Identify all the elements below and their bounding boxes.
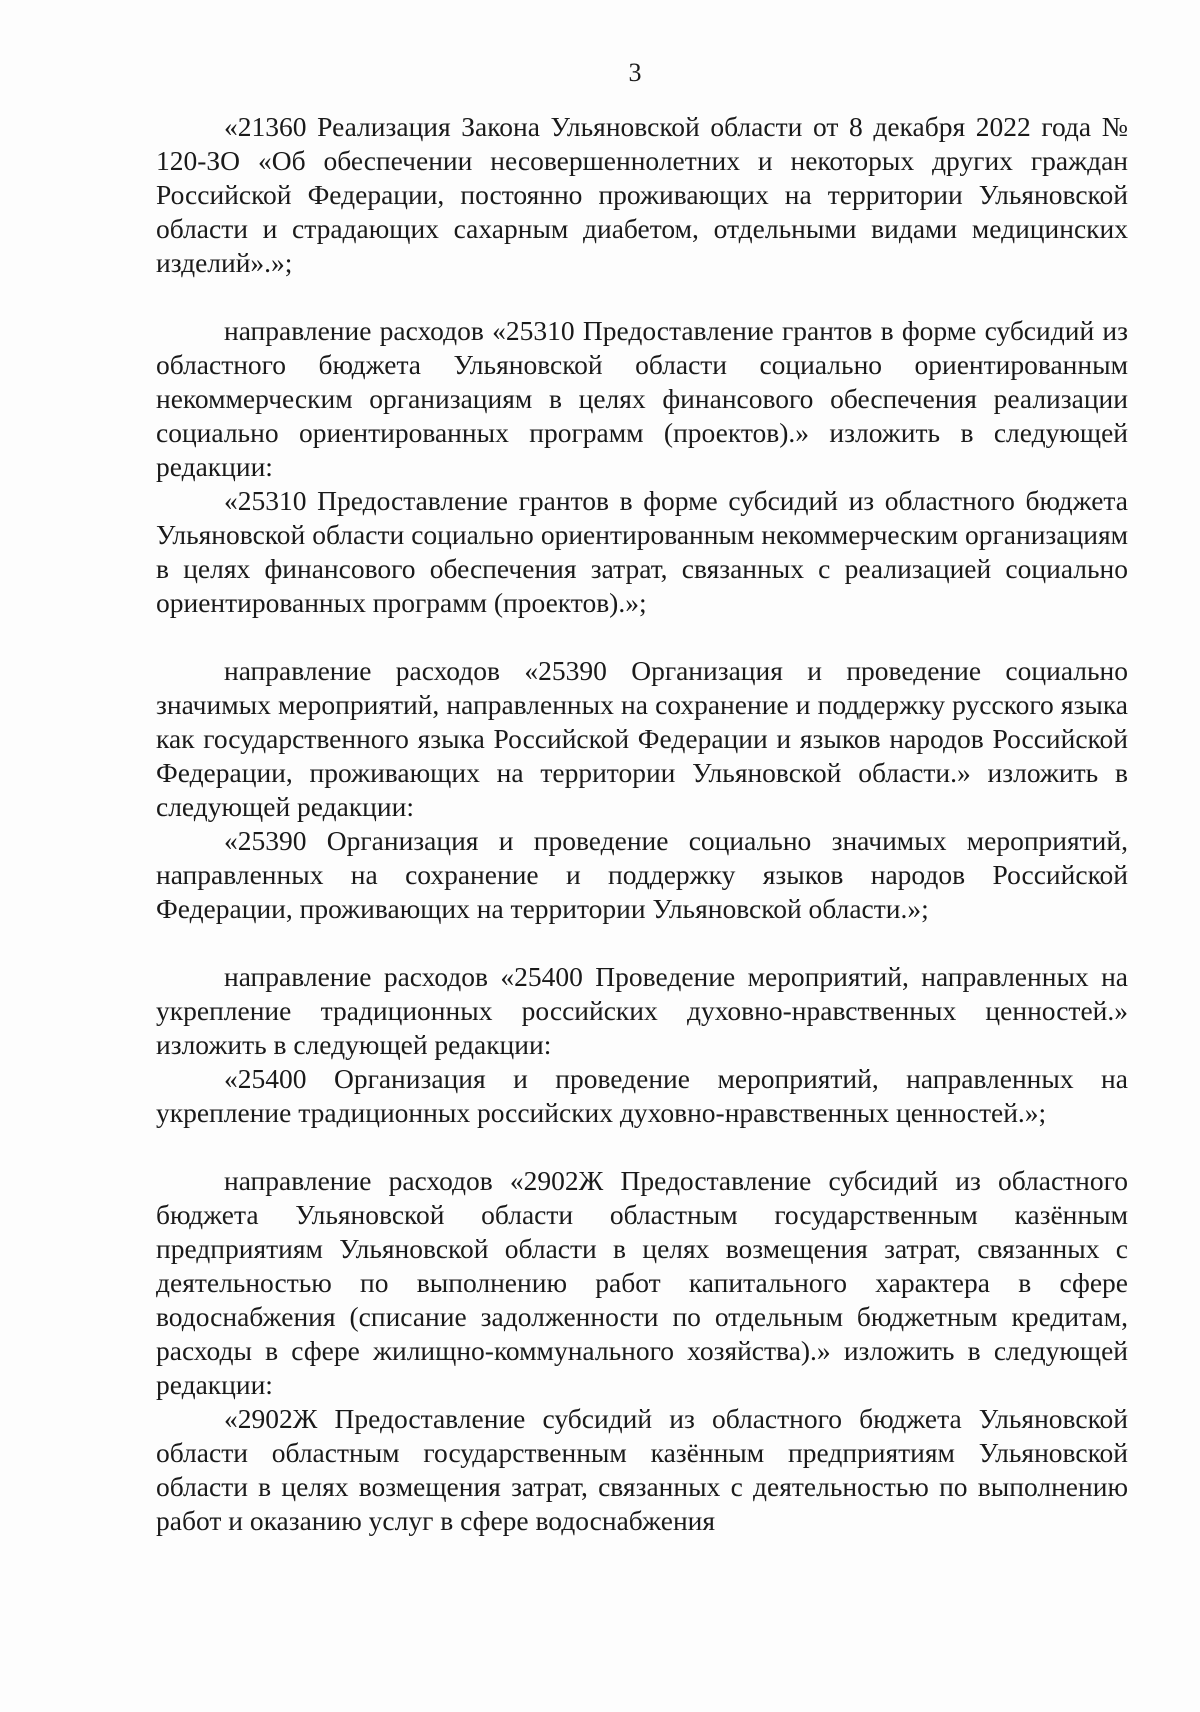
paragraph-25400-old: направление расходов «25400 Проведение мероприятий, направленных на укрепление традиционных российских духовно-нравственных ценностей.» изложить в следующей редакции: — [156, 961, 1128, 1060]
paragraph-2902zh-old: направление расходов «2902Ж Предоставление субсидий из областного бюджета Ульяновской области областным государственным казённым предприятиям Ульяновской области в целях возмещения затрат, связанных с деятельностью по выполнению работ капитального характера в сфере водоснабжения (списание задолженности по отдельным бюджетным кредитам, расходы в сфере жилищно-коммунального хозяйства).» изложить в следующей редакции: — [156, 1165, 1128, 1400]
paragraph-spacer — [156, 926, 1128, 960]
paragraph-spacer — [156, 280, 1128, 314]
paragraph-25390-new: «25390 Организация и проведение социально значимых мероприятий, направленных на сохранение и поддержку языков народов Российской Федерации, проживающих на территории Ульяновской области.»; — [156, 825, 1128, 924]
document-body — [156, 110, 1128, 1538]
paragraph-25400-new: «25400 Организация и проведение мероприятий, направленных на укрепление традиционных российских духовно-нравственных ценностей.»; — [156, 1063, 1128, 1128]
paragraph-spacer — [156, 620, 1128, 654]
page-number: 3 — [628, 58, 642, 87]
paragraph-25310-old: направление расходов «25310 Предоставление грантов в форме субсидий из областного бюджета Ульяновской области социально ориентированным некоммерческим организациям в целях финансового обеспечения реализации социально ориентированных программ (проектов).» изложить в следующей редакции: — [156, 315, 1128, 482]
paragraph-spacer — [156, 1130, 1128, 1164]
paragraph-2902zh-new: «2902Ж Предоставление субсидий из областного бюджета Ульяновской области областным государственным казённым предприятиям Ульяновской области в целях возмещения затрат, связанных с деятельностью по выполнению работ и оказанию услуг в сфере водоснабжения — [156, 1403, 1128, 1536]
paragraph-25310-new: «25310 Предоставление грантов в форме субсидий из областного бюджета Ульяновской области социально ориентированным некоммерческим организациям в целях финансового обеспечения затрат, связанных с реализацией социально ориентированных программ (проектов).»; — [156, 485, 1128, 618]
paragraph-25390-old: направление расходов «25390 Организация и проведение социально значимых мероприятий, направленных на сохранение и поддержку русского языка как государственного языка Российской Федерации и языков народов Российской Федерации, проживающих на территории Ульяновской области.» изложить в следующей редакции: — [156, 655, 1128, 822]
paragraph-21360: «21360 Реализация Закона Ульяновской области от 8 декабря 2022 года № 120-ЗО «Об обеспечении несовершеннолетних и некоторых других граждан Российской Федерации, постоянно проживающих на территории Ульяновской области и страдающих сахарным диабетом, отдельными видами медицинских изделий».»; — [156, 111, 1128, 278]
